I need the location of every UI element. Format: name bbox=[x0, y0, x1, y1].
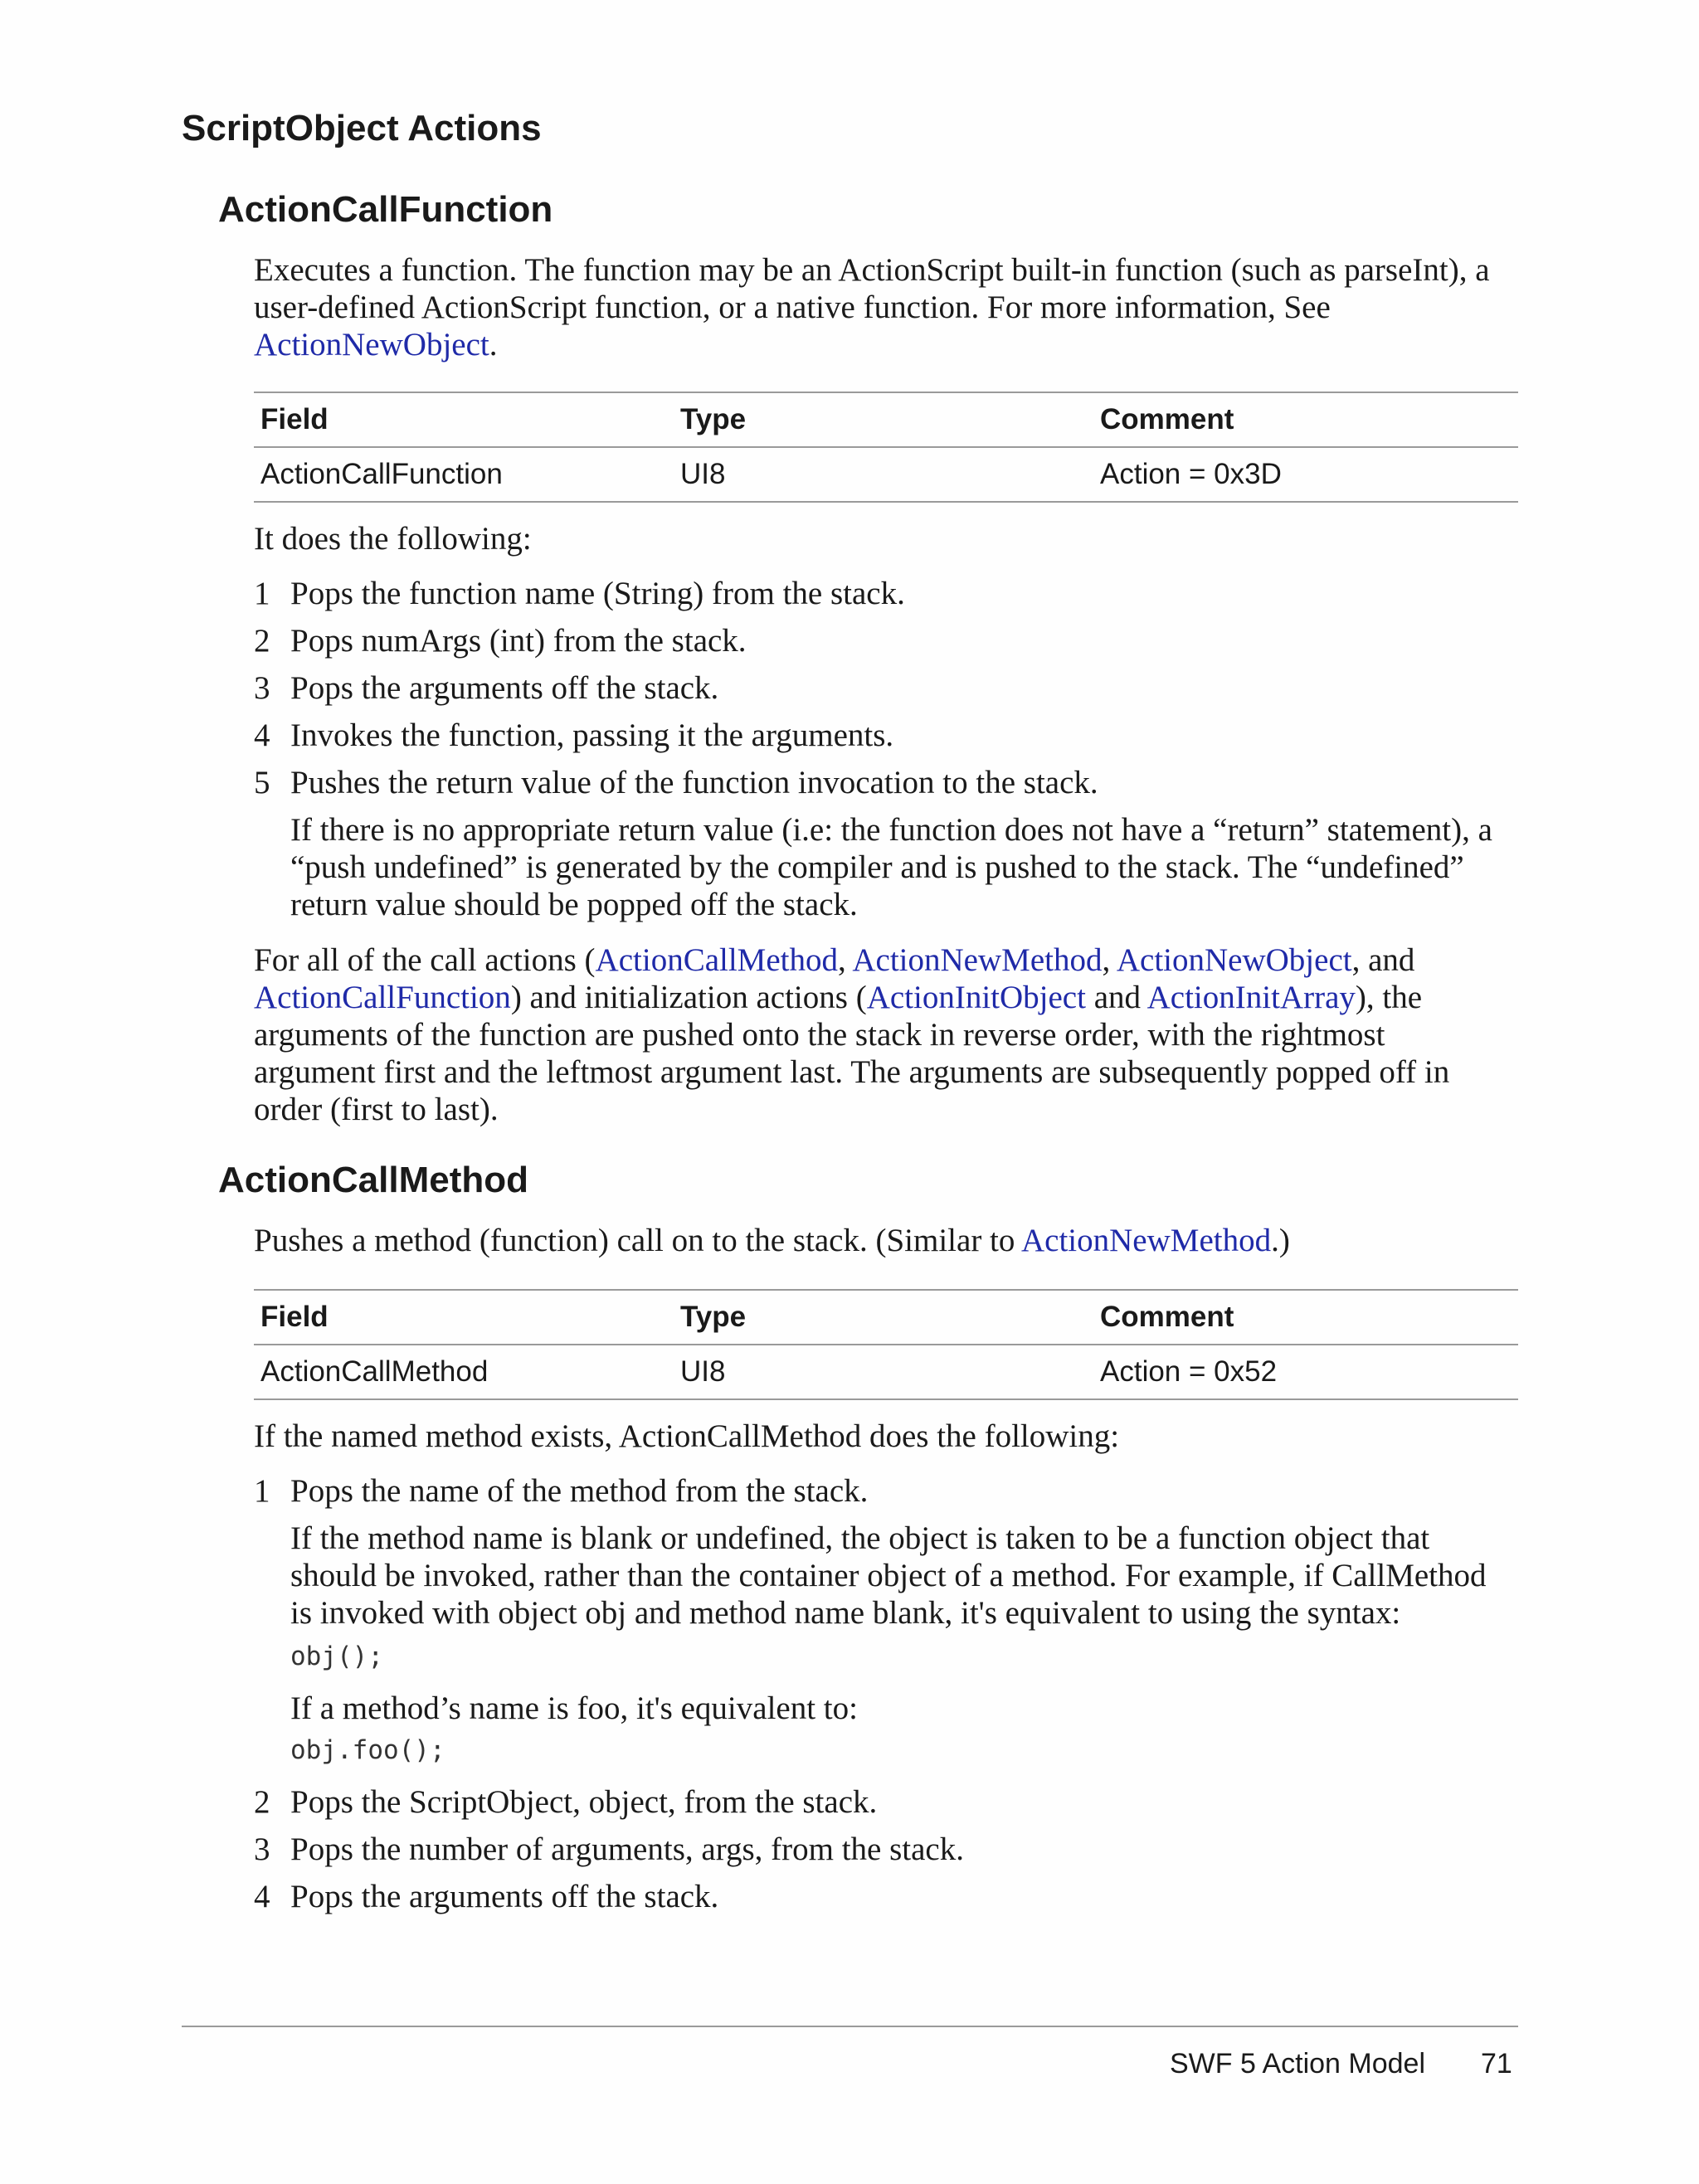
footer-divider bbox=[182, 2026, 1518, 2027]
step-number: 1 bbox=[254, 1473, 270, 1509]
table-header-cell: Comment bbox=[1100, 403, 1234, 435]
step-text: Pops the arguments off the stack. bbox=[290, 670, 719, 706]
call-method-lead: If the named method exists, ActionCallMethod does the following: bbox=[254, 1418, 1120, 1454]
table-cell: ActionCallMethod bbox=[260, 1355, 489, 1388]
step-note-line: should be invoked, rather than the container object of a method. For example, if CallMethod bbox=[290, 1558, 1487, 1593]
table-header-cell: Comment bbox=[1100, 1301, 1234, 1333]
table-cell: UI8 bbox=[680, 458, 726, 490]
table-cell: Action = 0x52 bbox=[1100, 1355, 1278, 1388]
table-cell: ActionCallFunction bbox=[260, 458, 503, 490]
field-table-call-method bbox=[254, 1289, 1518, 1400]
link-action-new-method[interactable]: ActionNewMethod bbox=[852, 942, 1103, 978]
table-header-cell: Type bbox=[680, 403, 747, 435]
step-number: 2 bbox=[254, 1784, 270, 1820]
table-header-row bbox=[254, 392, 1518, 447]
call-method-intro: Pushes a method (function) call on to the stack. (Similar to ActionNewMethod.) bbox=[254, 1223, 1290, 1258]
call-actions-para-line-2: ActionCallFunction) and initialization actions (ActionInitObject and ActionInitArray), the bbox=[254, 980, 1423, 1015]
step-text: Pops the arguments off the stack. bbox=[290, 1879, 719, 1914]
field-table-call-function bbox=[254, 392, 1518, 503]
link-action-new-method[interactable]: ActionNewMethod bbox=[1021, 1223, 1272, 1258]
call-actions-para-line-5: order (first to last). bbox=[254, 1092, 499, 1127]
table-header-row bbox=[254, 1290, 1518, 1345]
step-note-line: is invoked with object obj and method name blank, it's equivalent to using the syntax: bbox=[290, 1595, 1401, 1631]
step-number: 5 bbox=[254, 765, 270, 800]
link-action-init-array[interactable]: ActionInitArray bbox=[1146, 980, 1356, 1015]
intro-line-2: user-defined ActionScript function, or a native function. For more information, See bbox=[254, 289, 1331, 325]
step-note-line: If there is no appropriate return value (i.e: the function does not have a “return” statement), a bbox=[290, 812, 1492, 848]
step-text: Pops the name of the method from the stack. bbox=[290, 1473, 869, 1509]
step-text: Pops the function name (String) from the stack. bbox=[290, 576, 905, 611]
link-action-new-object[interactable]: ActionNewObject bbox=[254, 327, 489, 362]
heading-action-call-method: ActionCallMethod bbox=[218, 1160, 528, 1200]
call-actions-para-line-4: argument first and the leftmost argument last. The arguments are subsequently popped off in bbox=[254, 1054, 1450, 1090]
table-header-cell: Type bbox=[680, 1301, 747, 1333]
step-number: 1 bbox=[254, 576, 270, 611]
link-action-init-object[interactable]: ActionInitObject bbox=[866, 980, 1086, 1015]
link-action-new-object[interactable]: ActionNewObject bbox=[1116, 942, 1352, 978]
step-text: Pops numArgs (int) from the stack. bbox=[290, 623, 747, 659]
code-sample: obj.foo(); bbox=[290, 1735, 445, 1765]
link-action-call-method[interactable]: ActionCallMethod bbox=[595, 942, 839, 978]
step-text: Pops the ScriptObject, object, from the stack. bbox=[290, 1784, 878, 1820]
step-number: 2 bbox=[254, 623, 270, 659]
step-text: Pops the number of arguments, args, from the stack. bbox=[290, 1831, 964, 1867]
step-note-line: If a method’s name is foo, it's equivalent to: bbox=[290, 1690, 858, 1726]
table-row bbox=[254, 1345, 1518, 1399]
heading-action-call-function: ActionCallFunction bbox=[218, 189, 553, 230]
footer-title: SWF 5 Action Model bbox=[1170, 2048, 1426, 2079]
step-text: Pushes the return value of the function invocation to the stack. bbox=[290, 765, 1098, 800]
table-row bbox=[254, 447, 1518, 502]
code-sample: obj(); bbox=[290, 1642, 383, 1671]
step-note-line: return value should be popped off the stack. bbox=[290, 887, 858, 922]
step-number: 3 bbox=[254, 670, 270, 706]
lead-text: It does the following: bbox=[254, 521, 532, 557]
call-actions-para-line-1: For all of the call actions (ActionCallMethod, ActionNewMethod, ActionNewObject, and bbox=[254, 942, 1415, 978]
table-header-cell: Field bbox=[260, 1301, 329, 1333]
table-cell: Action = 0x3D bbox=[1100, 458, 1282, 490]
call-actions-para-line-3: arguments of the function are pushed onto the stack in reverse order, with the rightmost bbox=[254, 1017, 1385, 1053]
step-note-line: “push undefined” is generated by the compiler and is pushed to the stack. The “undefined” bbox=[290, 849, 1464, 885]
table-cell: UI8 bbox=[680, 1355, 726, 1388]
page-number: 71 bbox=[1481, 2048, 1512, 2079]
intro-line-3: ActionNewObject. bbox=[254, 327, 498, 362]
step-number: 3 bbox=[254, 1831, 270, 1867]
step-text: Invokes the function, passing it the arguments. bbox=[290, 717, 894, 753]
table-header-cell: Field bbox=[260, 403, 329, 435]
section-title: ScriptObject Actions bbox=[182, 108, 542, 148]
step-note-line: If the method name is blank or undefined, the object is taken to be a function object that bbox=[290, 1520, 1430, 1556]
link-action-call-function[interactable]: ActionCallFunction bbox=[254, 980, 511, 1015]
step-number: 4 bbox=[254, 1879, 270, 1914]
intro-line-1: Executes a function. The function may be an ActionScript built-in function (such as parseInt), a bbox=[254, 252, 1490, 288]
step-number: 4 bbox=[254, 717, 270, 753]
